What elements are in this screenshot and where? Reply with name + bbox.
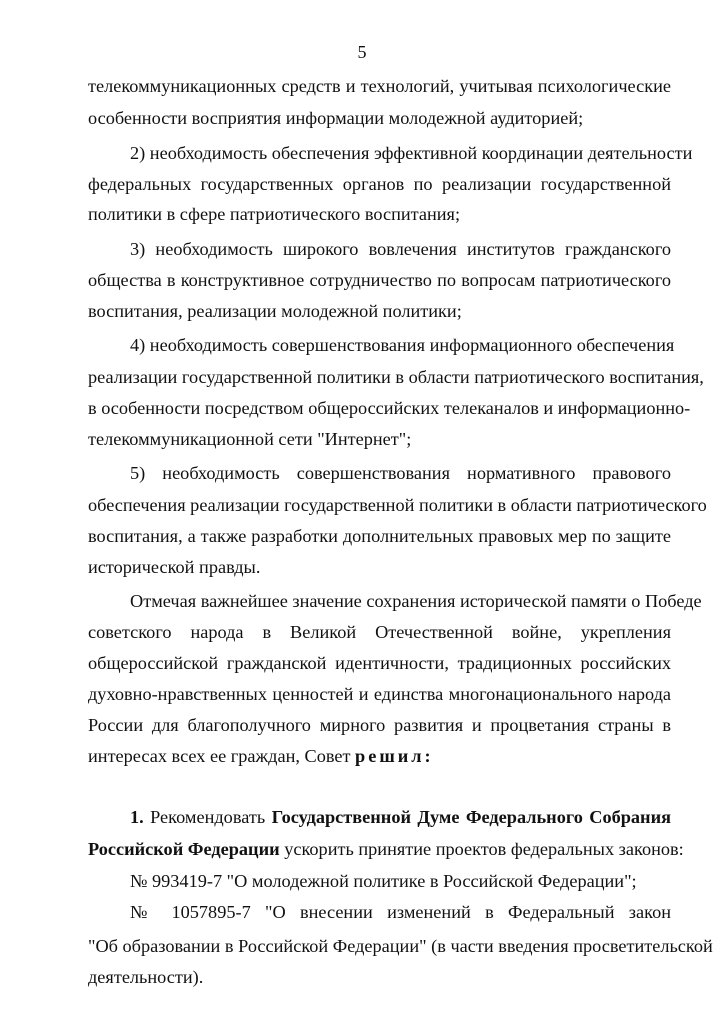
bill-line: "Об образовании в Российской Федерации" (в части введения просветительской bbox=[88, 936, 713, 956]
item-1-number: 1. bbox=[130, 807, 144, 827]
item-1-addressee-cont: Российской Федерации bbox=[88, 839, 280, 859]
text-line: 5) необходимость совершенствования нормативного правового bbox=[130, 463, 671, 483]
text-line: Отмечая важнейшее значение сохранения исторической памяти о Победе bbox=[130, 591, 702, 611]
resolution-line bbox=[88, 745, 671, 767]
item-1-line-2 bbox=[88, 838, 684, 860]
text-line: России для благополучного мирного развития и процветания страны в bbox=[88, 715, 671, 735]
text-line: духовно-нравственных ценностей и единства многонационального народа bbox=[88, 684, 671, 704]
bill-line: № 993419-7 "О молодежной политике в Российской Федерации"; bbox=[130, 871, 637, 891]
text-line: советского народа в Великой Отечественной войне, укрепления bbox=[88, 622, 671, 642]
text-line: 2) необходимость обеспечения эффективной координации деятельности bbox=[130, 143, 693, 163]
page-number: 5 bbox=[357, 42, 367, 62]
bill-line: деятельности). bbox=[88, 967, 204, 987]
text-line: общества в конструктивное сотрудничество по вопросам патриотического bbox=[88, 270, 671, 290]
text-line: 3) необходимость широкого вовлечения институтов гражданского bbox=[130, 239, 671, 259]
item-1-line-1 bbox=[130, 806, 671, 828]
resolution-verb: решил: bbox=[355, 746, 434, 766]
text-line: реализации государственной политики в области патриотического воспитания, bbox=[88, 367, 704, 387]
text-line: воспитания, а также разработки дополнительных правовых мер по защите bbox=[88, 526, 671, 546]
text-line: общероссийской гражданской идентичности, традиционных российских bbox=[88, 653, 671, 673]
item-1-addressee: Государственной Думе Федерального Собрания bbox=[271, 807, 671, 827]
text-line: федеральных государственных органов по реализации государственной bbox=[88, 174, 671, 194]
text-line: политики в сфере патриотического воспитания; bbox=[88, 204, 461, 224]
item-1-verb: Рекомендовать bbox=[143, 807, 272, 827]
text-line: телекоммуникационных средств и технологий, учитывая психологические bbox=[88, 76, 671, 96]
text-line: в особенности посредством общероссийских телеканалов и информационно- bbox=[88, 398, 691, 418]
text-line: телекоммуникационной сети "Интернет"; bbox=[88, 429, 412, 449]
resolution-prefix: интересах всех ее граждан, Совет bbox=[88, 746, 356, 766]
text-line: исторической правды. bbox=[88, 557, 261, 577]
text-line: обеспечения реализации государственной политики в области патриотического bbox=[88, 495, 707, 515]
text-line: 4) необходимость совершенствования информационного обеспечения bbox=[130, 335, 675, 355]
text-line: особенности восприятия информации молодежной аудиторией; bbox=[88, 108, 584, 128]
text-line: воспитания, реализации молодежной политики; bbox=[88, 301, 462, 321]
item-1-rest: ускорить принятие проектов федеральных законов: bbox=[279, 839, 684, 859]
bill-line: № 1057895-7 "О внесении изменений в Федеральный закон bbox=[130, 902, 671, 922]
